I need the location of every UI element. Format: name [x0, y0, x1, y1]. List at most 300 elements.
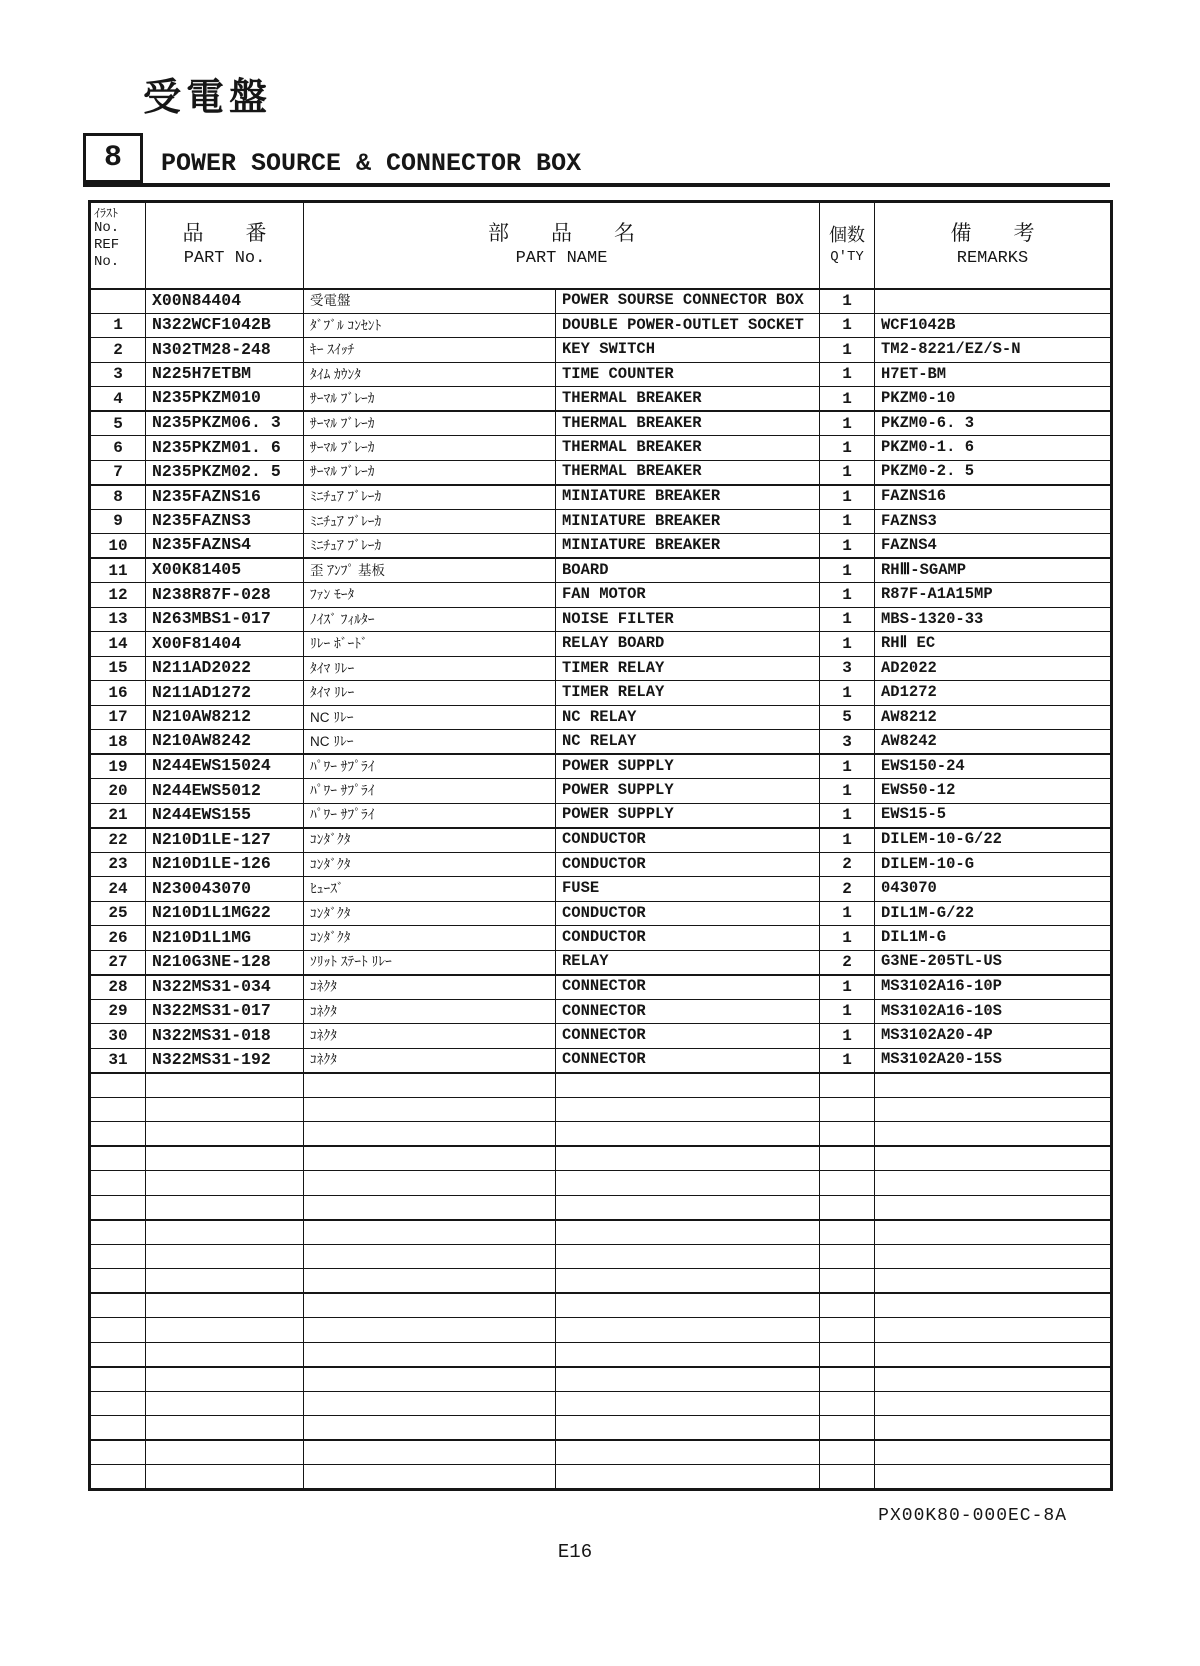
remarks-cell: DILEM-10-G/22	[875, 828, 1112, 853]
part-no-cell	[146, 1195, 304, 1220]
part-no-cell: N302TM28-248	[146, 338, 304, 363]
part-no-cell	[146, 1465, 304, 1490]
table-row	[90, 460, 1112, 485]
qty-cell: 1	[820, 411, 875, 436]
part-name-en-cell: RELAY	[556, 950, 820, 975]
table-row	[90, 754, 1112, 779]
part-no-cell: N263MBS1-017	[146, 607, 304, 632]
part-name-en-cell: CONNECTOR	[556, 999, 820, 1024]
remarks-cell: PKZM0-6. 3	[875, 411, 1112, 436]
part-no-cell	[146, 1342, 304, 1367]
part-name-en-cell: CONDUCTOR	[556, 852, 820, 877]
part-name-en-cell: CONNECTOR	[556, 1024, 820, 1049]
part-name-jp-cell: ﾐﾆﾁｭｱ ﾌﾞﾚｰｶ	[304, 509, 556, 534]
qty-cell	[820, 1220, 875, 1245]
part-name-jp-cell: ｺﾝﾀﾞｸﾀ	[304, 901, 556, 926]
ref-no-cell	[90, 1122, 146, 1147]
part-name-jp-cell: ｺﾈｸﾀ	[304, 1024, 556, 1049]
part-name-en-cell: THERMAL BREAKER	[556, 411, 820, 436]
qty-cell: 1	[820, 779, 875, 804]
ref-no-cell: 9	[90, 509, 146, 534]
part-name-en-cell: POWER SUPPLY	[556, 803, 820, 828]
ref-no-cell: 10	[90, 534, 146, 559]
remarks-cell: MS3102A16-10P	[875, 975, 1112, 1000]
part-name-header-jp: 部 品 名	[488, 221, 635, 245]
part-name-jp-cell: 受電盤	[304, 289, 556, 314]
part-no-cell: N235FAZNS3	[146, 509, 304, 534]
page-number: E16	[557, 1541, 593, 1563]
part-name-jp-cell: ﾀﾞﾌﾞﾙ ｺﾝｾﾝﾄ	[304, 313, 556, 338]
part-name-en-cell: TIME COUNTER	[556, 362, 820, 387]
part-name-en-cell: TIMER RELAY	[556, 656, 820, 681]
section-title-bar	[83, 133, 1110, 187]
part-name-jp-cell: ｺﾈｸﾀ	[304, 999, 556, 1024]
table-row	[90, 607, 1112, 632]
part-name-en-cell: NC RELAY	[556, 705, 820, 730]
empty-row	[90, 1440, 1112, 1465]
qty-cell	[820, 1342, 875, 1367]
empty-row	[90, 1342, 1112, 1367]
qty-cell	[820, 1269, 875, 1294]
ref-no-cell	[90, 1195, 146, 1220]
qty-cell: 1	[820, 975, 875, 1000]
ref-no-cell: 21	[90, 803, 146, 828]
qty-cell	[820, 1367, 875, 1392]
part-name-en-cell: MINIATURE BREAKER	[556, 485, 820, 510]
part-name-jp-cell: ﾀｲﾏ ﾘﾚｰ	[304, 656, 556, 681]
qty-cell: 1	[820, 828, 875, 853]
qty-cell: 1	[820, 313, 875, 338]
empty-row	[90, 1073, 1112, 1098]
remarks-cell	[875, 1146, 1112, 1171]
part-no-cell	[146, 1244, 304, 1269]
part-no-cell	[146, 1073, 304, 1098]
qty-cell: 2	[820, 950, 875, 975]
remarks-cell: RHⅡ EC	[875, 632, 1112, 657]
part-no-cell: N235PKZM01. 6	[146, 436, 304, 461]
qty-cell	[820, 1122, 875, 1147]
ref-no-cell	[90, 1318, 146, 1343]
part-name-en-cell	[556, 1367, 820, 1392]
part-name-en-cell	[556, 1146, 820, 1171]
table-row	[90, 1024, 1112, 1049]
qty-cell: 1	[820, 632, 875, 657]
remarks-cell: MS3102A20-4P	[875, 1024, 1112, 1049]
remarks-cell	[875, 1391, 1112, 1416]
qty-cell: 1	[820, 362, 875, 387]
ref-no-cell	[90, 1244, 146, 1269]
part-name-jp-cell	[304, 1269, 556, 1294]
table-row	[90, 632, 1112, 657]
remarks-cell: TM2-8221/EZ/S-N	[875, 338, 1112, 363]
part-no-header-jp: 品 番	[182, 221, 267, 245]
remarks-cell: 043070	[875, 877, 1112, 902]
table-row	[90, 705, 1112, 730]
remarks-cell	[875, 1293, 1112, 1318]
part-name-en-cell	[556, 1244, 820, 1269]
part-name-en-cell	[556, 1171, 820, 1196]
table-row	[90, 681, 1112, 706]
qty-header	[820, 202, 875, 289]
part-name-jp-cell	[304, 1391, 556, 1416]
part-name-jp-cell	[304, 1367, 556, 1392]
remarks-cell	[875, 1269, 1112, 1294]
part-name-jp-cell: ｺﾝﾀﾞｸﾀ	[304, 828, 556, 853]
remarks-cell	[875, 1318, 1112, 1343]
part-name-jp-cell: ﾊﾟﾜｰ ｻﾌﾟﾗｲ	[304, 779, 556, 804]
qty-cell: 2	[820, 852, 875, 877]
qty-cell: 1	[820, 926, 875, 951]
ref-no-cell: 16	[90, 681, 146, 706]
remarks-cell: AW8242	[875, 730, 1112, 755]
part-name-jp-cell: ﾘﾚｰ ﾎﾞｰﾄﾞ	[304, 632, 556, 657]
table-row	[90, 656, 1112, 681]
ref-no-cell	[90, 289, 146, 314]
qty-cell: 1	[820, 901, 875, 926]
section-number: 8	[103, 141, 122, 175]
part-no-header-en: PART No.	[183, 249, 266, 269]
empty-row	[90, 1293, 1112, 1318]
part-name-jp-cell	[304, 1244, 556, 1269]
qty-cell: 2	[820, 877, 875, 902]
qty-cell: 1	[820, 289, 875, 314]
part-name-jp-cell: ｻｰﾏﾙ ﾌﾞﾚｰｶ	[304, 460, 556, 485]
ref-no-cell: 28	[90, 975, 146, 1000]
part-name-en-cell: NC RELAY	[556, 730, 820, 755]
part-name-jp-cell: ｺﾈｸﾀ	[304, 975, 556, 1000]
table-row	[90, 289, 1112, 314]
ref-header-line-2: No.	[94, 220, 120, 237]
ref-no-cell: 24	[90, 877, 146, 902]
ref-no-cell: 12	[90, 583, 146, 608]
table-row	[90, 779, 1112, 804]
qty-cell: 1	[820, 607, 875, 632]
part-no-cell: N211AD1272	[146, 681, 304, 706]
part-name-jp-cell: ﾉｲｽﾞ ﾌｨﾙﾀｰ	[304, 607, 556, 632]
empty-row	[90, 1195, 1112, 1220]
remarks-cell: R87F-A1A15MP	[875, 583, 1112, 608]
part-name-jp-cell	[304, 1440, 556, 1465]
ref-no-cell: 26	[90, 926, 146, 951]
section-number-box	[83, 133, 143, 183]
part-no-cell: N211AD2022	[146, 656, 304, 681]
ref-no-cell: 20	[90, 779, 146, 804]
remarks-cell	[875, 289, 1112, 314]
part-no-cell	[146, 1269, 304, 1294]
part-name-jp-cell	[304, 1293, 556, 1318]
ref-no-cell	[90, 1465, 146, 1490]
part-no-cell: N244EWS5012	[146, 779, 304, 804]
part-no-cell: N244EWS155	[146, 803, 304, 828]
qty-cell	[820, 1073, 875, 1098]
part-name-jp-cell	[304, 1073, 556, 1098]
ref-no-cell: 17	[90, 705, 146, 730]
part-no-cell: N210D1LE-127	[146, 828, 304, 853]
ref-no-cell: 15	[90, 656, 146, 681]
qty-header-jp: 個数	[829, 224, 865, 245]
part-no-cell: N210G3NE-128	[146, 950, 304, 975]
part-no-cell	[146, 1391, 304, 1416]
parts-table-header	[90, 202, 1112, 289]
document-code: PX00K80-000EC-8A	[878, 1506, 1067, 1526]
remarks-cell: G3NE-205TL-US	[875, 950, 1112, 975]
ref-no-cell	[90, 1416, 146, 1441]
part-name-jp-cell	[304, 1146, 556, 1171]
part-name-en-cell: NOISE FILTER	[556, 607, 820, 632]
part-no-cell: N210D1L1MG22	[146, 901, 304, 926]
qty-cell: 1	[820, 509, 875, 534]
part-name-en-cell: KEY SWITCH	[556, 338, 820, 363]
remarks-header	[875, 202, 1112, 289]
empty-row	[90, 1122, 1112, 1147]
part-no-cell: N322MS31-192	[146, 1048, 304, 1073]
qty-cell	[820, 1097, 875, 1122]
part-name-jp-cell: ｺﾝﾀﾞｸﾀ	[304, 926, 556, 951]
remarks-cell: MBS-1320-33	[875, 607, 1112, 632]
part-no-cell: N235PKZM06. 3	[146, 411, 304, 436]
part-no-cell: N210AW8212	[146, 705, 304, 730]
part-name-en-cell	[556, 1391, 820, 1416]
qty-cell: 1	[820, 754, 875, 779]
remarks-cell	[875, 1073, 1112, 1098]
part-name-jp-cell	[304, 1097, 556, 1122]
ref-no-cell: 8	[90, 485, 146, 510]
qty-cell	[820, 1244, 875, 1269]
part-no-cell: N244EWS15024	[146, 754, 304, 779]
qty-cell	[820, 1391, 875, 1416]
remarks-cell: AW8212	[875, 705, 1112, 730]
part-name-en-cell: BOARD	[556, 558, 820, 583]
part-no-cell	[146, 1440, 304, 1465]
part-no-cell: N230043070	[146, 877, 304, 902]
qty-cell: 5	[820, 705, 875, 730]
qty-cell	[820, 1195, 875, 1220]
part-name-header	[304, 202, 820, 289]
ref-no-cell	[90, 1269, 146, 1294]
qty-cell: 1	[820, 485, 875, 510]
qty-cell: 1	[820, 460, 875, 485]
qty-cell: 1	[820, 999, 875, 1024]
qty-cell: 1	[820, 803, 875, 828]
part-no-cell: N235FAZNS16	[146, 485, 304, 510]
ref-no-cell: 31	[90, 1048, 146, 1073]
table-row	[90, 950, 1112, 975]
part-name-en-cell	[556, 1416, 820, 1441]
part-no-cell	[146, 1367, 304, 1392]
part-no-cell: N235FAZNS4	[146, 534, 304, 559]
qty-cell: 1	[820, 436, 875, 461]
part-name-en-cell	[556, 1318, 820, 1343]
table-row	[90, 999, 1112, 1024]
empty-row	[90, 1416, 1112, 1441]
part-name-jp-cell	[304, 1318, 556, 1343]
parts-table	[88, 200, 1113, 1491]
part-name-en-cell	[556, 1073, 820, 1098]
qty-cell: 3	[820, 730, 875, 755]
table-row	[90, 485, 1112, 510]
qty-cell: 1	[820, 681, 875, 706]
remarks-cell	[875, 1220, 1112, 1245]
ref-header-line-4: No.	[94, 253, 120, 270]
empty-row	[90, 1097, 1112, 1122]
part-name-en-cell: CONDUCTOR	[556, 901, 820, 926]
remarks-cell: EWS50-12	[875, 779, 1112, 804]
part-no-cell	[146, 1122, 304, 1147]
remarks-cell	[875, 1122, 1112, 1147]
ref-no-cell	[90, 1293, 146, 1318]
part-name-jp-cell: ｻｰﾏﾙ ﾌﾞﾚｰｶ	[304, 436, 556, 461]
remarks-cell: EWS15-5	[875, 803, 1112, 828]
part-name-jp-cell: NC ﾘﾚｰ	[304, 705, 556, 730]
ref-header-line-1: ｲﾗｽﾄ	[94, 206, 119, 220]
parts-table-body	[90, 289, 1112, 1490]
table-row	[90, 926, 1112, 951]
table-row	[90, 411, 1112, 436]
empty-row	[90, 1244, 1112, 1269]
part-name-jp-cell: ｿﾘｯﾄ ｽﾃｰﾄ ﾘﾚｰ	[304, 950, 556, 975]
ref-no-cell: 7	[90, 460, 146, 485]
part-name-jp-cell	[304, 1220, 556, 1245]
part-name-en-cell: POWER SUPPLY	[556, 754, 820, 779]
part-name-jp-cell	[304, 1342, 556, 1367]
remarks-header-en: REMARKS	[956, 249, 1029, 269]
part-no-cell: X00N84404	[146, 289, 304, 314]
part-no-cell: X00F81404	[146, 632, 304, 657]
qty-cell: 1	[820, 1048, 875, 1073]
table-row	[90, 362, 1112, 387]
empty-row	[90, 1391, 1112, 1416]
part-name-jp-cell: ｷｰ ｽｲｯﾁ	[304, 338, 556, 363]
ref-no-cell: 23	[90, 852, 146, 877]
part-no-cell: X00K81405	[146, 558, 304, 583]
table-row	[90, 509, 1112, 534]
remarks-cell: EWS150-24	[875, 754, 1112, 779]
part-name-en-cell	[556, 1465, 820, 1490]
part-name-jp-cell	[304, 1416, 556, 1441]
part-name-jp-cell: 歪 ｱﾝﾌﾟ 基板	[304, 558, 556, 583]
part-name-en-cell: THERMAL BREAKER	[556, 387, 820, 412]
page-title-jp: 受電盤	[143, 77, 273, 119]
part-no-cell	[146, 1146, 304, 1171]
qty-cell	[820, 1293, 875, 1318]
part-name-jp-cell: ﾀｲﾑ ｶｳﾝﾀ	[304, 362, 556, 387]
empty-row	[90, 1171, 1112, 1196]
ref-no-cell: 5	[90, 411, 146, 436]
part-name-en-cell: THERMAL BREAKER	[556, 436, 820, 461]
ref-no-cell: 11	[90, 558, 146, 583]
ref-no-cell: 2	[90, 338, 146, 363]
table-row	[90, 730, 1112, 755]
section-title: POWER SOURCE & CONNECTOR BOX	[161, 149, 582, 178]
ref-no-cell	[90, 1220, 146, 1245]
part-no-cell	[146, 1293, 304, 1318]
ref-no-cell: 1	[90, 313, 146, 338]
table-row	[90, 558, 1112, 583]
remarks-cell: MS3102A20-15S	[875, 1048, 1112, 1073]
ref-no-cell: 4	[90, 387, 146, 412]
ref-no-cell: 3	[90, 362, 146, 387]
remarks-cell: MS3102A16-10S	[875, 999, 1112, 1024]
table-row	[90, 975, 1112, 1000]
part-name-jp-cell: ｺﾈｸﾀ	[304, 1048, 556, 1073]
part-name-en-cell: POWER SOURSE CONNECTOR BOX	[556, 289, 820, 314]
qty-cell: 1	[820, 387, 875, 412]
part-name-jp-cell: ﾐﾆﾁｭｱ ﾌﾞﾚｰｶ	[304, 534, 556, 559]
table-row	[90, 1048, 1112, 1073]
part-name-en-cell: DOUBLE POWER-OUTLET SOCKET	[556, 313, 820, 338]
part-name-en-cell	[556, 1440, 820, 1465]
ref-no-header	[90, 202, 146, 289]
part-name-jp-cell	[304, 1195, 556, 1220]
qty-cell	[820, 1416, 875, 1441]
ref-no-cell: 13	[90, 607, 146, 632]
ref-no-cell: 19	[90, 754, 146, 779]
remarks-cell: H7ET-BM	[875, 362, 1112, 387]
part-name-jp-cell: ﾀｲﾏ ﾘﾚｰ	[304, 681, 556, 706]
qty-cell: 3	[820, 656, 875, 681]
part-name-en-cell: MINIATURE BREAKER	[556, 509, 820, 534]
remarks-cell	[875, 1097, 1112, 1122]
remarks-cell: FAZNS3	[875, 509, 1112, 534]
qty-cell: 1	[820, 338, 875, 363]
table-row	[90, 877, 1112, 902]
part-name-en-cell	[556, 1097, 820, 1122]
part-no-cell	[146, 1318, 304, 1343]
ref-no-cell	[90, 1367, 146, 1392]
part-no-cell	[146, 1097, 304, 1122]
remarks-cell: RHⅢ-SGAMP	[875, 558, 1112, 583]
remarks-cell: FAZNS4	[875, 534, 1112, 559]
empty-row	[90, 1367, 1112, 1392]
ref-no-cell: 29	[90, 999, 146, 1024]
part-name-jp-cell: ｻｰﾏﾙ ﾌﾞﾚｰｶ	[304, 387, 556, 412]
part-name-en-cell: RELAY BOARD	[556, 632, 820, 657]
table-row	[90, 852, 1112, 877]
part-no-cell: N235PKZM010	[146, 387, 304, 412]
part-name-jp-cell: ﾋｭｰｽﾞ	[304, 877, 556, 902]
part-no-cell	[146, 1171, 304, 1196]
header-row	[90, 202, 1112, 289]
qty-cell: 1	[820, 583, 875, 608]
table-row	[90, 338, 1112, 363]
empty-row	[90, 1318, 1112, 1343]
remarks-cell	[875, 1171, 1112, 1196]
empty-row	[90, 1269, 1112, 1294]
part-no-cell: N225H7ETBM	[146, 362, 304, 387]
part-name-en-cell	[556, 1293, 820, 1318]
part-name-jp-cell: ﾊﾟﾜｰ ｻﾌﾟﾗｲ	[304, 803, 556, 828]
remarks-cell: DIL1M-G/22	[875, 901, 1112, 926]
ref-no-cell: 14	[90, 632, 146, 657]
table-row	[90, 803, 1112, 828]
qty-cell: 1	[820, 558, 875, 583]
remarks-cell: DILEM-10-G	[875, 852, 1112, 877]
qty-cell: 1	[820, 1024, 875, 1049]
part-no-cell: N322MS31-034	[146, 975, 304, 1000]
table-row	[90, 387, 1112, 412]
part-no-cell: N210D1LE-126	[146, 852, 304, 877]
ref-header-line-3: REF	[94, 237, 120, 254]
qty-cell	[820, 1318, 875, 1343]
ref-no-cell: 25	[90, 901, 146, 926]
remarks-cell: AD1272	[875, 681, 1112, 706]
qty-cell	[820, 1171, 875, 1196]
remarks-cell: PKZM0-1. 6	[875, 436, 1112, 461]
part-name-jp-cell: ﾐﾆﾁｭｱ ﾌﾞﾚｰｶ	[304, 485, 556, 510]
part-name-jp-cell: ｺﾝﾀﾞｸﾀ	[304, 852, 556, 877]
remarks-cell	[875, 1367, 1112, 1392]
remarks-cell	[875, 1244, 1112, 1269]
